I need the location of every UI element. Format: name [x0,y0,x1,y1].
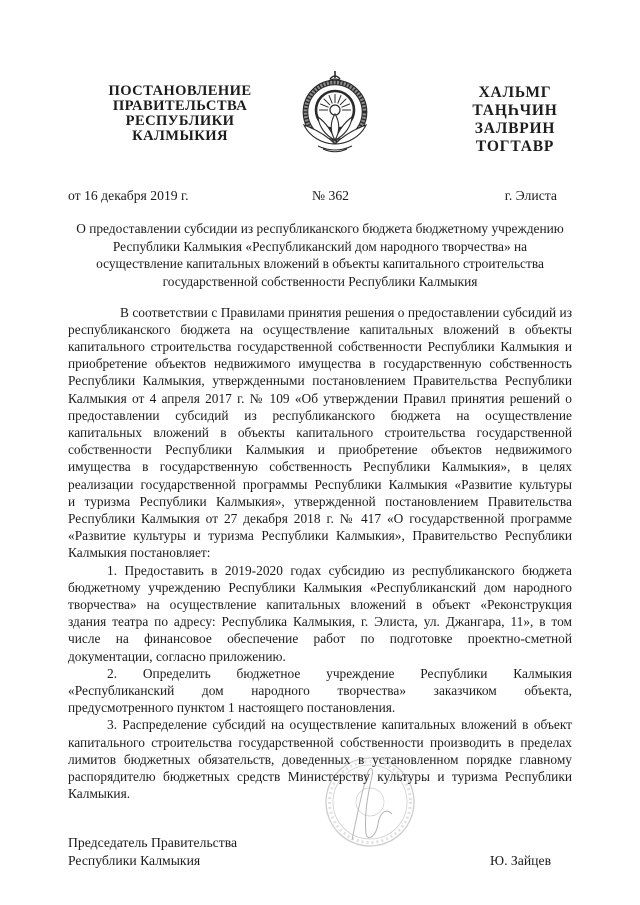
preamble-paragraph [68,304,572,562]
issuer-title-kalmyk [455,84,575,156]
issuer-title-russian [100,84,260,144]
body-line: приобретение объектов недвижимого имущества в государственную собственность [68,356,572,372]
body-line: В соответствии с Правилами принятия решения о предоставлении субсидий из [120,304,572,320]
body-line: предоставлении субсидий из республиканского бюджета на осуществление [68,407,572,423]
body-line: «Развитие культуры и туризма Республики Калмыкия», Правительство Республики [68,528,572,544]
issuer-title-line: КАЛМЫКИЯ [132,127,228,144]
emblem-lotus [304,114,366,152]
signatory-position-line: Республики Калмыкия [68,853,201,868]
clause-line: 1. Предоставить в 2019-2020 годах субсидию из республиканского бюджета [107,562,572,578]
issuer-title-line: ТОГТАВР [475,138,555,155]
document-body [68,304,572,803]
body-line: капитальных вложений в объекты капитального строительства государственной [68,424,572,440]
issuer-title-line: ХАЛЬМГ [478,84,552,101]
clause-line: 2. Определить бюджетное учреждение Республики Калмыкия [107,665,572,681]
issuer-title-line: ЗАЛВРИН [474,120,556,137]
body-line: Калмыкия постановляет: [68,545,211,561]
clause-line: бюджетному учреждению Республики Калмыкия «Республиканский дом народного [68,579,572,595]
body-line: Республики Калмыкия от 27 декабря 2018 г. № 417 «О государственной программе [68,510,572,526]
body-line: республиканского бюджета на осуществление капитальных вложений в объекты [68,321,572,337]
document-title [68,220,572,290]
body-line: собственности Республики Калмыкия и приобретение объектов недвижимого [68,442,572,458]
clause-line: предусмотренного пунктом 1 настоящего постановления. [68,700,396,716]
issuer-title-line: ПОСТАНОВЛЕНИЕ [108,82,252,99]
body-line: имущества в государственную собственность Республики Калмыкия», в целях [68,459,572,475]
title-line: О предоставлении субсидии из республиканского бюджета бюджетному учреждению [76,221,564,237]
body-line: Республики Калмыкия, утвержденными постановлением Правительства Республики [68,373,572,389]
document-date: от 16 декабря 2019 г. [68,188,189,203]
body-line: реализации государственной программы Республики Калмыкия «Развитие культуры [68,476,572,492]
clause-3 [68,716,572,802]
signatory-name: Ю. Зайцев [490,853,552,868]
signatory-position-line: Председатель Правительства [68,835,238,850]
clause-line: лимитов бюджетных обязательств, доведенных в установленном порядке главному [68,751,572,767]
clause-2 [68,665,572,717]
signatory-position [68,834,237,870]
clause-line: числе на финансовое обеспечение работ по подготовке проектно-сметной [68,631,572,647]
clause-line: документации, согласно приложению. [68,648,286,664]
clause-line: распорядителю бюджетных средств Министерству культуры и туризма Республики [68,768,572,784]
issuer-title-line: ТАҢҺЧИН [472,102,558,119]
title-line: государственной собственности Республики Калмыкия [162,273,478,289]
clause-line: творчества» на осуществление капитальных вложений в объект «Реконструкция [68,596,572,612]
body-line: Калмыкия от 4 апреля 2017 г. № 109 «Об утверждении Правил принятия решений о [68,390,572,406]
clause-line: капитального строительства государственной собственности производить в пределах [68,734,572,750]
issuer-title-line: РЕСПУБЛИКИ [125,112,235,129]
title-line: Республики Калмыкия «Республиканский дом народного творчества» на [112,238,528,254]
clause-line: 3. Распределение субсидий на осуществление капитальных вложений в объект [107,717,572,733]
title-line: осуществление капитальных вложений в объекты капитального строительства [96,256,544,272]
body-line: и туризма Республики Калмыкия», утвержденной постановлением Правительства [68,493,572,509]
clause-line: здания театра по адресу: Республика Калмыкия, г. Элиста, ул. Джангара, 11», в том [68,614,572,630]
document-number: № 362 [312,188,350,203]
clauses [68,562,572,803]
body-line: капитального строительства государственной собственности Республики Калмыкия и [68,338,572,354]
document-city: г. Элиста [504,188,557,203]
clause-1 [68,562,572,665]
issuer-title-line: ПРАВИТЕЛЬСТВА [112,97,248,114]
clause-line: Калмыкия. [68,786,131,802]
coat-of-arms-icon [298,68,372,156]
clause-line: «Республиканский дом народного творчества» заказчиком объекта, [68,682,572,698]
